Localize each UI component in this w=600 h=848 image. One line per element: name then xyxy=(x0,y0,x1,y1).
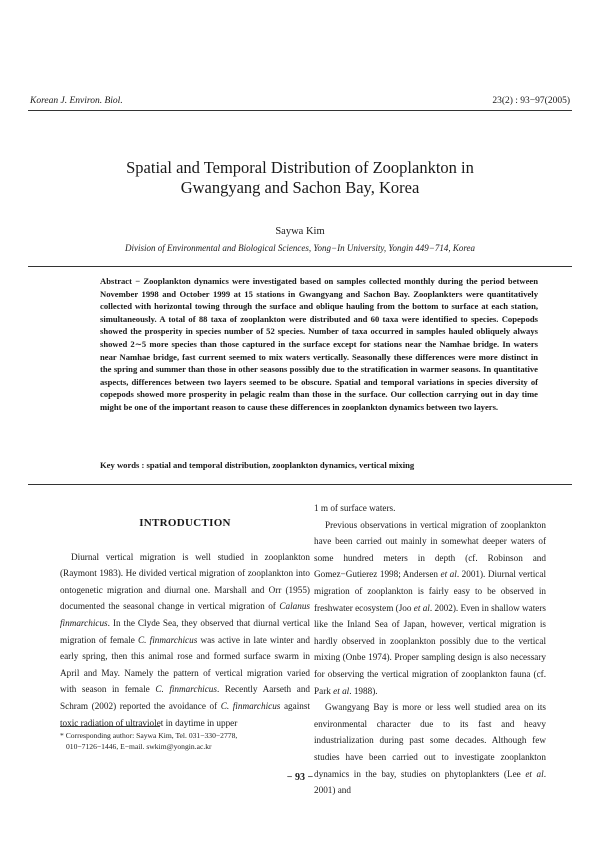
footnote-rule xyxy=(60,726,160,727)
affiliation: Division of Environmental and Biological Sciences, Yong−In University, Yongin 449−714, Korea xyxy=(124,243,476,253)
abstract: Abstract − Zooplankton dynamics were investigated based on samples collected monthly during the period between November 1998 and October 1999 at 15 stations in Gwangyang and Sachon Bay. Zooplankters were quantitatively collected with horizontal towing through the surface and oblique hauling from the bottom to surface at each station, simultaneously. A total of 88 taxa of zooplankton were distributed and 60 taxa were identified to species. Copepods showed the prosperity in species number of 52 species. Number of taxa occurred in samples hauled obliquely always showed 2∼5 more species than those captured in the surface except for stations near the Namhae bridge. In waters near Namhae bridge, fast current seemed to mix waters vertically. Seasonally these differences were more distinct in the spring and summer than those in other seasons possibly due to the stratification in warmer seasons. In quantitative aspects, differences between two layers seemed to be obscure. Spatial and temporal variations in species diversity of copepods showed more prosperity in pelagic realm than those in the surface. Our collection carrying out in day time might be one of the important reason to cause these differences in zooplankton dynamics between two layers. xyxy=(100,276,538,412)
keywords: Key words : spatial and temporal distribution, zooplankton dynamics, vertical mixing xyxy=(100,460,415,470)
section-heading-introduction: INTRODUCTION xyxy=(139,517,231,529)
paragraph-continuation: 1 m of surface waters. xyxy=(314,503,396,513)
title-line-2: Gwangyang and Sachon Bay, Korea xyxy=(180,178,420,197)
abstract-top-rule xyxy=(28,266,572,267)
volume-info: 23(2) : 93−97(2005) xyxy=(492,96,570,106)
intro-paragraph-3: Gwangyang Bay is more or less well studied area on its environmental character due to its fast and heavy industrialization during past some decades. Although few studies have been carried out to investigate zooplankton dynamics in the bay, studies on phytoplankters (Lee et al. 2001) and xyxy=(314,702,546,796)
right-column xyxy=(314,500,546,799)
corresponding-author-footnote: * Corresponding author: Saywa Kim, Tel. 031−330−2778, 010−7126−1446, E−mail. swkim@yongin.ac.kr xyxy=(60,731,238,751)
journal-name: Korean J. Environ. Biol. xyxy=(30,96,123,106)
title-line-1: Spatial and Temporal Distribution of Zooplankton in xyxy=(126,158,474,177)
intro-paragraph-2: Previous observations in vertical migration of zooplankton have been carried out mainly in somewhat deeper waters of some hundred meters in depth (cf. Robinson and Gomez−Gutierez 1998; Andersen et al. 2001). Diurnal vertical migration of zooplankton is fairly easy to be observed in freshwater ecosystem (Joo et al. 2002). Even in shallow waters like the Inland Sea of Japan, however, vertical migration is hardly observed in zooplankton possibly due to the vertical mixing (Onbe 1974). Proper sampling design is also necessary for observing the vertical migration of zooplankton fauna (cf. Park et al. 1988). xyxy=(314,519,546,696)
intro-paragraph-1: Diurnal vertical migration is well studied in zooplankton (Raymont 1983). He divided vertical migration of zooplankton into ontogenetic migration and diurnal one. Marshall and Orr (1955) documented the seasonal change in vertical migration of Calanus finmarchicus. In the Clyde Sea, they observed that diurnal vertical migration of female C. finmarchicus was active in late winter and early spring, then this animal rose and formed surface swarm in April and May. Namely the pattern of vertical migration varied with season in female C. finmarchicus. Recently Aarseth and Schram (2002) reported the avoidance of C. finmarchicus against toxic radiation of ultraviolet in daytime in upper xyxy=(60,551,311,728)
left-column xyxy=(60,500,310,731)
paper-title xyxy=(0,158,600,198)
abstract-bottom-rule xyxy=(28,484,572,485)
author-name: Saywa Kim xyxy=(275,226,325,237)
header-rule xyxy=(28,110,572,111)
page-number: − 93 − xyxy=(286,772,314,783)
